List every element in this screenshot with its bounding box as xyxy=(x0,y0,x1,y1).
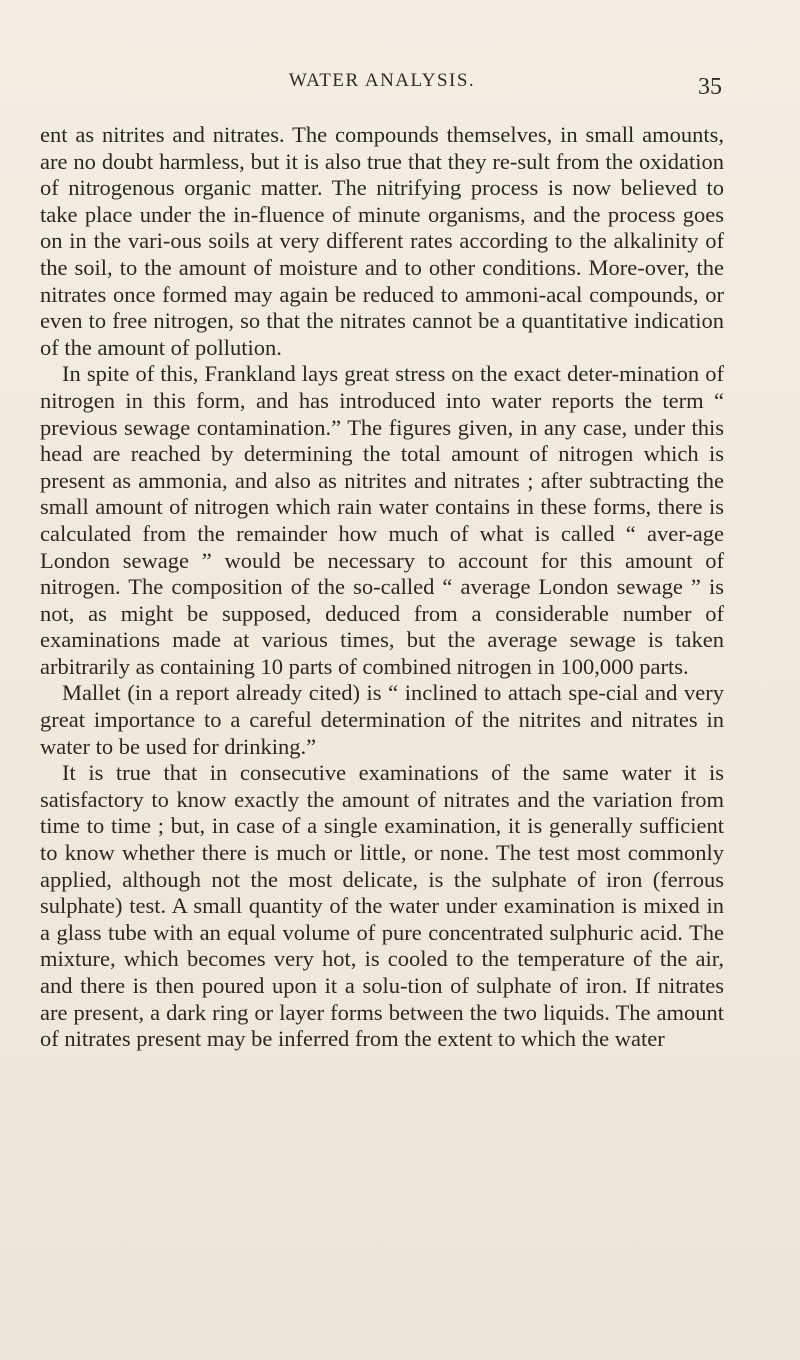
paragraph-2: In spite of this, Frankland lays great stress on the exact deter-mination of nitrogen in this form, and has introduced into water reports the term “ previous sewage contamination.” The figures given, in any case, under this head are reached by determining the total amount of nitrogen which is present as ammonia, and also as nitrites and nitrates ; after subtracting the small amount of nitrogen which rain water contains in these forms, there is calculated from the remainder how much of what is called “ aver-age London sewage ” would be necessary to account for this amount of nitrogen. The composition of the so-called “ average London sewage ” is not, as might be supposed, deduced from a considerable number of examinations made at various times, but the average sewage is taken arbitrarily as containing 10 parts of combined nitrogen in 100,000 parts. xyxy=(40,361,724,679)
page-header xyxy=(42,70,722,110)
paragraph-4: It is true that in consecutive examinations of the same water it is satisfactory to know exactly the amount of nitrates and the variation from time to time ; but, in case of a single examination, it is generally sufficient to know whether there is much or little, or none. The test most commonly applied, although not the most delicate, is the sulphate of iron (ferrous sulphate) test. A small quantity of the water under examination is mixed in a glass tube with an equal volume of pure concentrated sulphuric acid. The mixture, which becomes very hot, is cooled to the temperature of the air, and there is then poured upon it a solu-tion of sulphate of iron. If nitrates are present, a dark ring or layer forms between the two liquids. The amount of nitrates present may be inferred from the extent to which the water xyxy=(40,760,724,1052)
paragraph-3: Mallet (in a report already cited) is “ inclined to attach spe-cial and very great importance to a careful determination of the nitrites and nitrates in water to be used for drinking.” xyxy=(40,680,724,759)
running-title: WATER ANALYSIS. xyxy=(288,70,476,91)
page-number: 35 xyxy=(698,74,722,100)
body-text xyxy=(40,122,724,1053)
paragraph-1: ent as nitrites and nitrates. The compounds themselves, in small amounts, are no doubt harmless, but it is also true that they re-sult from the oxidation of nitrogenous organic matter. The nitrifying process is now believed to take place under the in-fluence of minute organisms, and the process goes on in the vari-ous soils at very different rates according to the alkalinity of the soil, to the amount of moisture and to other conditions. More-over, the nitrates once formed may again be reduced to ammoni-acal compounds, or even to free nitrogen, so that the nitrates cannot be a quantitative indication of the amount of pollution. xyxy=(40,122,724,360)
